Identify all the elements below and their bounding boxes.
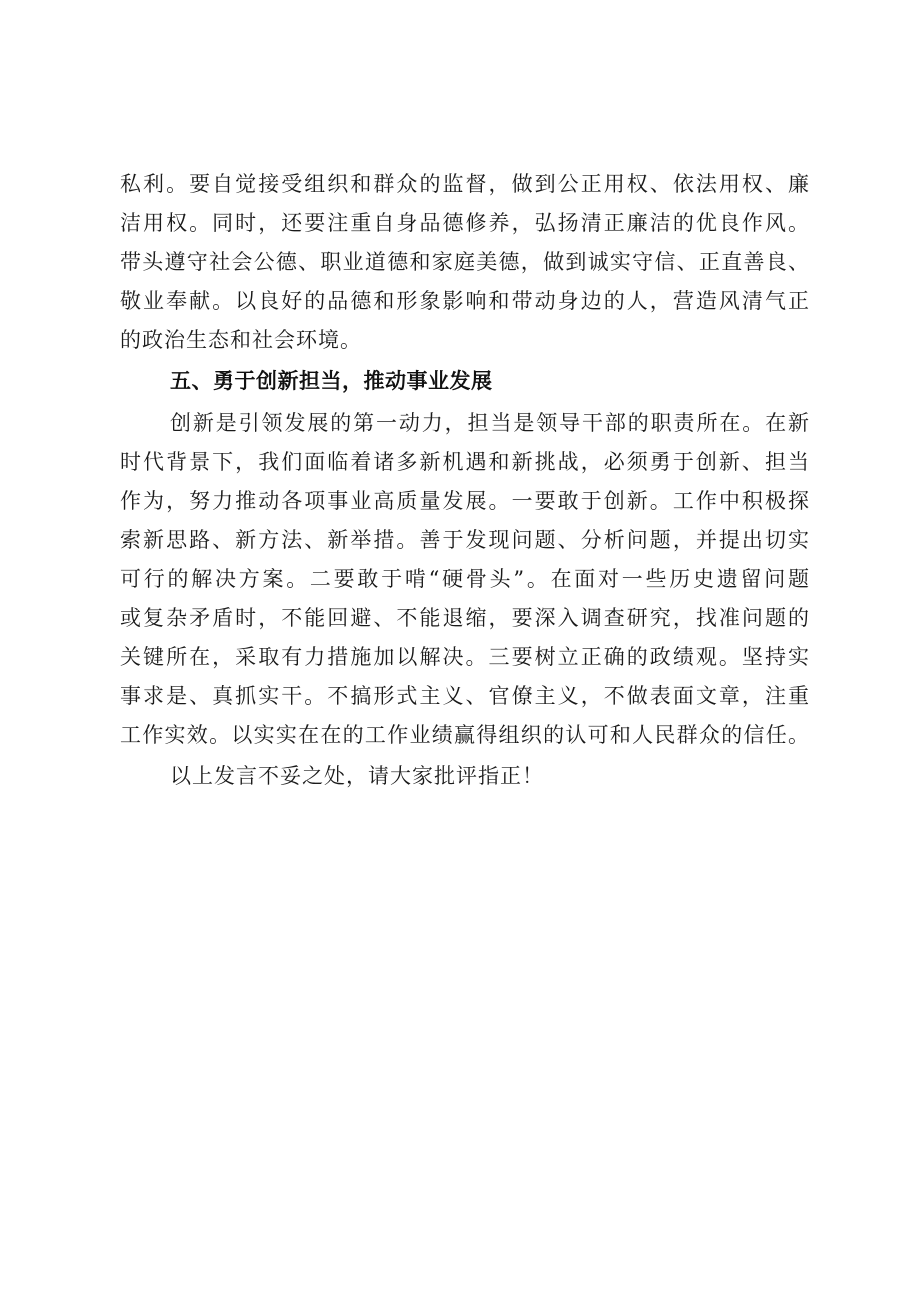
paragraph-2-line: 时代背景下，我们面临着诸多新机遇和新挑战，必须勇于创新、担当 <box>120 450 810 474</box>
paragraph-2-line: 事求是、真抓实干。不搞形式主义、官僚主义，不做表面文章，注重 <box>120 684 810 708</box>
paragraph-2-line: 工作实效。以实实在在的工作业绩赢得组织的认可和人民群众的信任。 <box>120 723 810 747</box>
paragraph-1 <box>120 168 810 363</box>
paragraph-1-line: 的政治生态和社会环境。 <box>120 328 362 352</box>
paragraph-2-line: 或复杂矛盾时，不能回避、不能退缩，要深入调查研究，找准问题的 <box>120 606 810 630</box>
paragraph-2-line: 关键所在，采取有力措施加以解决。三要树立正确的政绩观。坚持实 <box>120 645 810 669</box>
closing-container <box>120 760 810 799</box>
paragraph-2-line: 作为，努力推动各项事业高质量发展。一要敢于创新。工作中积极探 <box>120 489 810 513</box>
section-heading: 五、勇于创新担当，推动事业发展 <box>170 369 493 393</box>
paragraph-1-line: 私利。要自觉接受组织和群众的监督，做到公正用权、依法用权、廉 <box>120 172 810 196</box>
paragraph-1-line: 洁用权。同时，还要注重自身品德修养，弘扬清正廉洁的优良作风。 <box>120 211 810 235</box>
paragraph-2-line: 创新是引领发展的第一动力，担当是领导干部的职责所在。在新 <box>170 411 810 435</box>
closing-line: 以上发言不妥之处，请大家批评指正！ <box>170 764 544 788</box>
paragraph-2 <box>120 407 810 758</box>
paragraph-2-line: 索新思路、新方法、新举措。善于发现问题、分析问题，并提出切实 <box>120 528 810 552</box>
paragraph-2-line: 可行的解决方案。二要敢于啃“硬骨头”。在面对一些历史遗留问题 <box>120 567 810 591</box>
paragraph-1-line: 带头遵守社会公德、职业道德和家庭美德，做到诚实守信、正直善良、 <box>120 250 810 274</box>
document-body <box>120 168 810 799</box>
section-heading-container <box>120 365 810 404</box>
paragraph-1-line: 敬业奉献。以良好的品德和形象影响和带动身边的人，营造风清气正 <box>120 289 810 313</box>
